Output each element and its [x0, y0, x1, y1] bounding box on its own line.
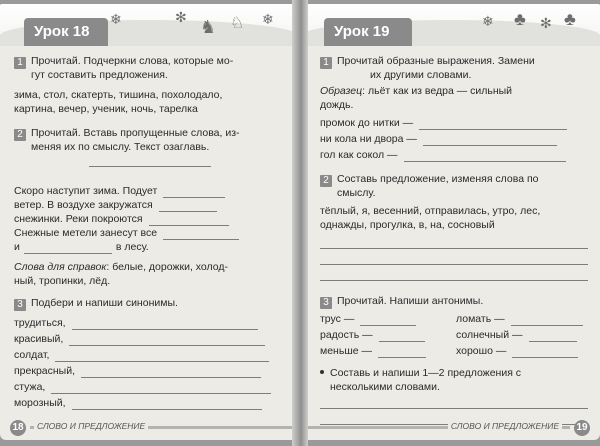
- snowflake-icon: ❄: [262, 11, 274, 27]
- right-page: [302, 4, 600, 440]
- text-line: Скоро наступит зима. Подует: [14, 185, 158, 197]
- task-number: 3: [320, 297, 332, 309]
- antonym-word: радость —: [320, 329, 373, 341]
- left-content: [14, 54, 286, 414]
- extra-instruction: несколькими словами.: [330, 381, 440, 393]
- phrase: гол как сокол —: [320, 149, 398, 161]
- task-instruction: Составь предложение, изменяя слова по: [337, 173, 539, 185]
- task-instruction: Прочитай. Вставь пропущенные слова, из-: [31, 127, 240, 139]
- task-instruction: Прочитай. Подчеркни слова, которые мо-: [31, 55, 234, 67]
- text-line: Снежные метели занесут все: [14, 227, 158, 239]
- task-number: 1: [320, 57, 332, 69]
- word-list: картина, вечер, ученик, ночь, тарелка: [14, 103, 198, 115]
- sample-text: : льёт как из ведра — сильный: [362, 85, 513, 97]
- task-instruction: Прочитай. Напиши антонимы.: [337, 295, 484, 307]
- snowflake-icon: ✻: [540, 15, 552, 31]
- antonym-word: меньше —: [320, 345, 373, 357]
- task-instruction: смыслу.: [337, 187, 376, 199]
- answer-blank[interactable]: [419, 129, 567, 130]
- answer-line[interactable]: [320, 280, 588, 281]
- answer-blank[interactable]: [360, 325, 416, 326]
- word-list: однажды, прогулка, в, на, сосновый: [320, 219, 495, 231]
- task-instruction: Подбери и напиши синонимы.: [31, 297, 178, 309]
- left-page: [0, 4, 298, 440]
- answer-blank[interactable]: [404, 161, 566, 162]
- answer-blank[interactable]: [55, 361, 269, 362]
- answer-blank[interactable]: [423, 145, 557, 146]
- page-footer: [0, 420, 298, 434]
- lesson-title: Урок 19: [324, 18, 412, 46]
- sample-label: Образец: [320, 85, 363, 97]
- snowflake-icon: ❄: [482, 13, 494, 29]
- synonym-word: стужа,: [14, 381, 46, 393]
- reference-label: Слова для справок: [14, 261, 107, 273]
- page-number: 19: [574, 420, 590, 436]
- answer-blank[interactable]: [378, 357, 426, 358]
- answer-line[interactable]: [320, 408, 588, 409]
- antonym-word: ломать —: [456, 313, 505, 325]
- answer-blank[interactable]: [81, 377, 261, 378]
- extra-instruction: Составь и напиши 1—2 предложения с: [330, 367, 522, 379]
- answer-blank[interactable]: [24, 253, 112, 254]
- task-number: 3: [14, 299, 26, 311]
- task-instruction: меняя их по смыслу. Текст озаглавь.: [31, 141, 210, 153]
- page-number: 18: [10, 420, 26, 436]
- fox-figure-icon: ♞: [200, 17, 217, 37]
- answer-line[interactable]: [320, 264, 588, 265]
- animal-figure-icon: ♘: [230, 15, 245, 32]
- synonym-word: морозный,: [14, 397, 66, 409]
- snowflake-icon: ❄: [110, 11, 122, 27]
- snowflake-icon: ✻: [175, 9, 187, 25]
- text-line: ветер. В воздухе закружатся: [14, 199, 153, 211]
- answer-blank[interactable]: [512, 357, 578, 358]
- synonym-word: трудиться,: [14, 317, 66, 329]
- phrase: промок до нитки —: [320, 117, 414, 129]
- right-content: [320, 54, 588, 414]
- title-answer-line[interactable]: [89, 166, 211, 167]
- text-line: снежинки. Реки покроются: [14, 213, 143, 225]
- word-list: тёплый, я, весенний, отправилась, утро, лес,: [320, 205, 541, 217]
- tree-icon: ♣: [564, 9, 576, 29]
- task-number: 2: [14, 129, 26, 141]
- footer-label: СЛОВО И ПРЕДЛОЖЕНИЕ: [34, 421, 148, 431]
- answer-blank[interactable]: [72, 409, 262, 410]
- synonym-word: солдат,: [14, 349, 50, 361]
- task-instruction: Прочитай образные выражения. Замени: [337, 55, 535, 67]
- answer-blank[interactable]: [69, 345, 265, 346]
- text-line: в лесу.: [115, 241, 149, 253]
- bullet-icon: [320, 370, 324, 374]
- answer-blank[interactable]: [379, 341, 425, 342]
- reference-words: : белые, дорожки, холод-: [106, 261, 228, 273]
- answer-blank[interactable]: [529, 341, 577, 342]
- word-list: зима, стол, скатерть, тишина, похолодало,: [14, 89, 223, 101]
- page-footer: [302, 420, 600, 434]
- phrase: ни кола ни двора —: [320, 133, 417, 145]
- answer-blank[interactable]: [51, 393, 271, 394]
- antonym-word: солнечный —: [456, 329, 523, 341]
- task-instruction: их другими словами.: [370, 69, 472, 81]
- text-line: и: [14, 241, 20, 253]
- reference-words: ный, тропинки, лёд.: [14, 275, 111, 287]
- answer-line[interactable]: [320, 248, 588, 249]
- footer-label: СЛОВО И ПРЕДЛОЖЕНИЕ: [448, 421, 562, 431]
- synonym-word: красивый,: [14, 333, 64, 345]
- antonym-word: трус —: [320, 313, 355, 325]
- book-gutter: [292, 0, 308, 446]
- synonym-word: прекрасный,: [14, 365, 76, 377]
- sample-text: дождь.: [320, 99, 354, 111]
- lesson-title: Урок 18: [24, 18, 108, 46]
- answer-blank[interactable]: [511, 325, 583, 326]
- task-number: 2: [320, 175, 332, 187]
- task-number: 1: [14, 57, 26, 69]
- task-instruction: гут составить предложения.: [31, 69, 168, 81]
- answer-blank[interactable]: [72, 329, 258, 330]
- tree-icon: ♣: [514, 9, 526, 29]
- antonym-word: хорошо —: [456, 345, 507, 357]
